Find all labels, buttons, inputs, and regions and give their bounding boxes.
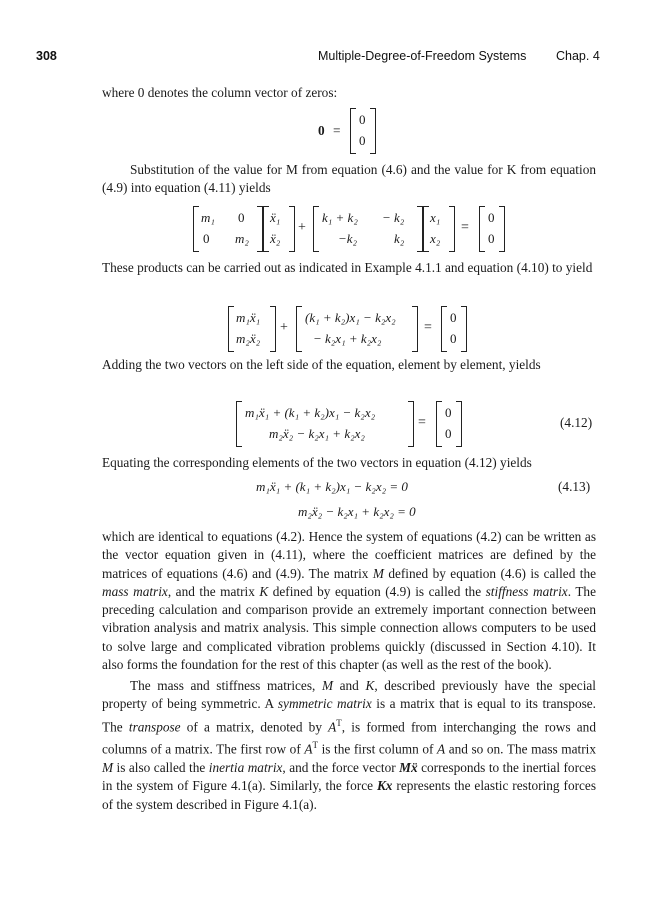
term-inertia-matrix: inertia matrix [208, 760, 283, 776]
matrix-entry: x₁ [430, 210, 441, 225]
paragraph-adding-vectors: Adding the two vectors on the left side of the equation, element by element, yields [102, 357, 541, 372]
text-run: defined by equation (4.9) is called the [268, 583, 486, 599]
plus-sign: + [298, 220, 306, 235]
symbol-m: M [102, 760, 114, 776]
matrix-entry: m₁ẍ₁ + (k₁ + k₂)x₁ − k₂x₂ [245, 405, 376, 420]
zero-vector-symbol: 0 [318, 123, 325, 138]
page-number: 308 [36, 49, 57, 63]
term-transpose: transpose [128, 719, 181, 735]
paragraph-substitution [102, 161, 596, 198]
acceleration-vector [263, 206, 295, 252]
matrix-entry: m₂ [235, 231, 249, 246]
term-mass-matrix: mass matrix [102, 583, 168, 599]
equals-sign: = [418, 415, 426, 430]
matrix-entry: k₂ [394, 231, 405, 246]
term-symmetric-matrix: symmetric matrix [277, 696, 372, 712]
matrix-entry: (k₁ + k₂)x₁ − k₂x₂ [305, 310, 396, 325]
text-run: of a matrix, denoted by [180, 719, 329, 735]
matrix-entry: 0 [450, 331, 457, 346]
symbol-kx: Kx [376, 778, 393, 794]
matrix-entry: m₂ẍ₂ − k₂x₁ + k₂x₂ [269, 426, 365, 441]
equals-sign: = [461, 220, 469, 235]
text-run: and so on. The mass matrix [445, 741, 596, 757]
matrix-entry: 0 [488, 210, 495, 225]
paragraph-symmetric [102, 677, 596, 814]
text-run: corresponds to the inertial forces in the system of Figure 4.1(a). Similarly, the force [102, 760, 596, 794]
zero-vector-matrix [441, 306, 467, 352]
matrix-entry: 0 [359, 133, 366, 148]
matrix-entry: −k₂ [338, 231, 358, 246]
text-run: is a matrix that is equal to its transpose. The [102, 696, 596, 735]
text-run: is also called the [113, 760, 209, 776]
symbol-mx: Mẍ [399, 760, 418, 776]
matrix-entry: − k₂ [382, 210, 405, 225]
mass-matrix [193, 206, 263, 252]
matrix-entry: x₂ [430, 231, 441, 246]
symbol-a: A [328, 719, 337, 735]
term-stiffness-matrix: stiffness matrix [485, 583, 568, 599]
running-title: Multiple-Degree-of-Freedom Systems [318, 49, 527, 63]
matrix-entry: ẍ₁ [270, 210, 281, 225]
symbol-k: K [365, 678, 375, 693]
paragraph-zero-vector-intro: where 0 denotes the column vector of zeros: [102, 85, 338, 100]
paragraph-equating: Equating the corresponding elements of the two vectors in equation (4.12) yields [102, 455, 532, 470]
matrix-entry: 0 [488, 231, 495, 246]
text-run: and [333, 678, 366, 693]
matrix-entry: 0 [238, 210, 245, 225]
text-run: represents the elastic restoring forces of the system described in Figure 4.1(a). [102, 778, 596, 812]
matrix-entry: 0 [450, 310, 457, 325]
equation-number: (4.12) [560, 415, 593, 430]
text-run: , described previously have the special property of being symmetric. A [102, 678, 597, 712]
text-run: which are identical to equations (4.2). Hence the system of equations (4.2) can be written as the vector equation given in (4.11), where the coefficient matrices are defined by the matrices of equations (4.6) and (4.9). The matrix [102, 529, 596, 581]
equation-line: m₂ẍ₂ − k₂x₁ + k₂x₂ = 0 [298, 504, 416, 519]
text-run: defined by equation (4.6) is called the [383, 565, 596, 581]
zero-vector-matrix [436, 401, 462, 447]
symbol-m: M [372, 565, 384, 581]
elastic-force-vector [296, 306, 418, 352]
text-run: . The preceding calculation and comparison provide an extremely important connection between vibration analysis and matrix analysis. This simple connection allows computers to be used to solve large and complicated vibration problems quickly (discussed in Section 4.10). It also forms the foundation for the rest of this chapter (as well as the rest of the book). [102, 583, 596, 673]
equation-line: m₁ẍ₁ + (k₁ + k₂)x₁ − k₂x₂ = 0 [256, 479, 408, 494]
plus-sign: + [280, 320, 288, 335]
inertia-vector [228, 306, 276, 352]
chapter-label: Chap. 4 [556, 49, 600, 63]
equals-sign: = [424, 320, 432, 335]
symbol-a: A [304, 741, 313, 757]
matrix-entry: m₁ẍ₁ [236, 310, 261, 325]
text-run: , and the matrix [167, 583, 260, 599]
zero-vector-matrix [479, 206, 505, 252]
matrix-entry: m₁ [201, 210, 215, 225]
matrix-entry: ẍ₂ [270, 231, 281, 246]
matrix-entry: 0 [445, 405, 452, 420]
matrix-entry: k₁ + k₂ [322, 210, 358, 225]
symbol-a: A [436, 741, 446, 757]
matrix-entry: 0 [359, 112, 366, 127]
text-run: , is formed from interchanging the rows and columns of a matrix. The first row of [102, 719, 596, 757]
stiffness-matrix [313, 206, 423, 252]
text-run: The mass and stiffness matrices, [130, 678, 322, 693]
superscript-t: T [312, 740, 318, 751]
summed-vector [236, 401, 414, 447]
displacement-vector [423, 206, 455, 252]
matrix-entry: − k₂x₁ + k₂x₂ [313, 331, 382, 346]
equals-sign: = [333, 123, 341, 138]
text-run: is the first column of [317, 741, 437, 757]
text-run: , and the force vector [282, 760, 400, 776]
superscript-t: T [336, 717, 342, 728]
paragraph-mass-stiffness [102, 528, 596, 674]
matrix-entry: 0 [203, 231, 210, 246]
substitution-text: Substitution of the value for M from equation (4.6) and the value for K from equation (4.9) into equation (4.11) yields [102, 162, 596, 196]
matrix-entry: m₂ẍ₂ [236, 331, 261, 346]
equation-number: (4.13) [558, 479, 591, 494]
paragraph-products: These products can be carried out as indicated in Example 4.1.1 and equation (4.10) to yield [102, 260, 593, 275]
symbol-k: K [259, 583, 269, 599]
matrix-entry: 0 [445, 426, 452, 441]
zero-vector-matrix [350, 108, 376, 154]
symbol-m: M [321, 678, 334, 693]
